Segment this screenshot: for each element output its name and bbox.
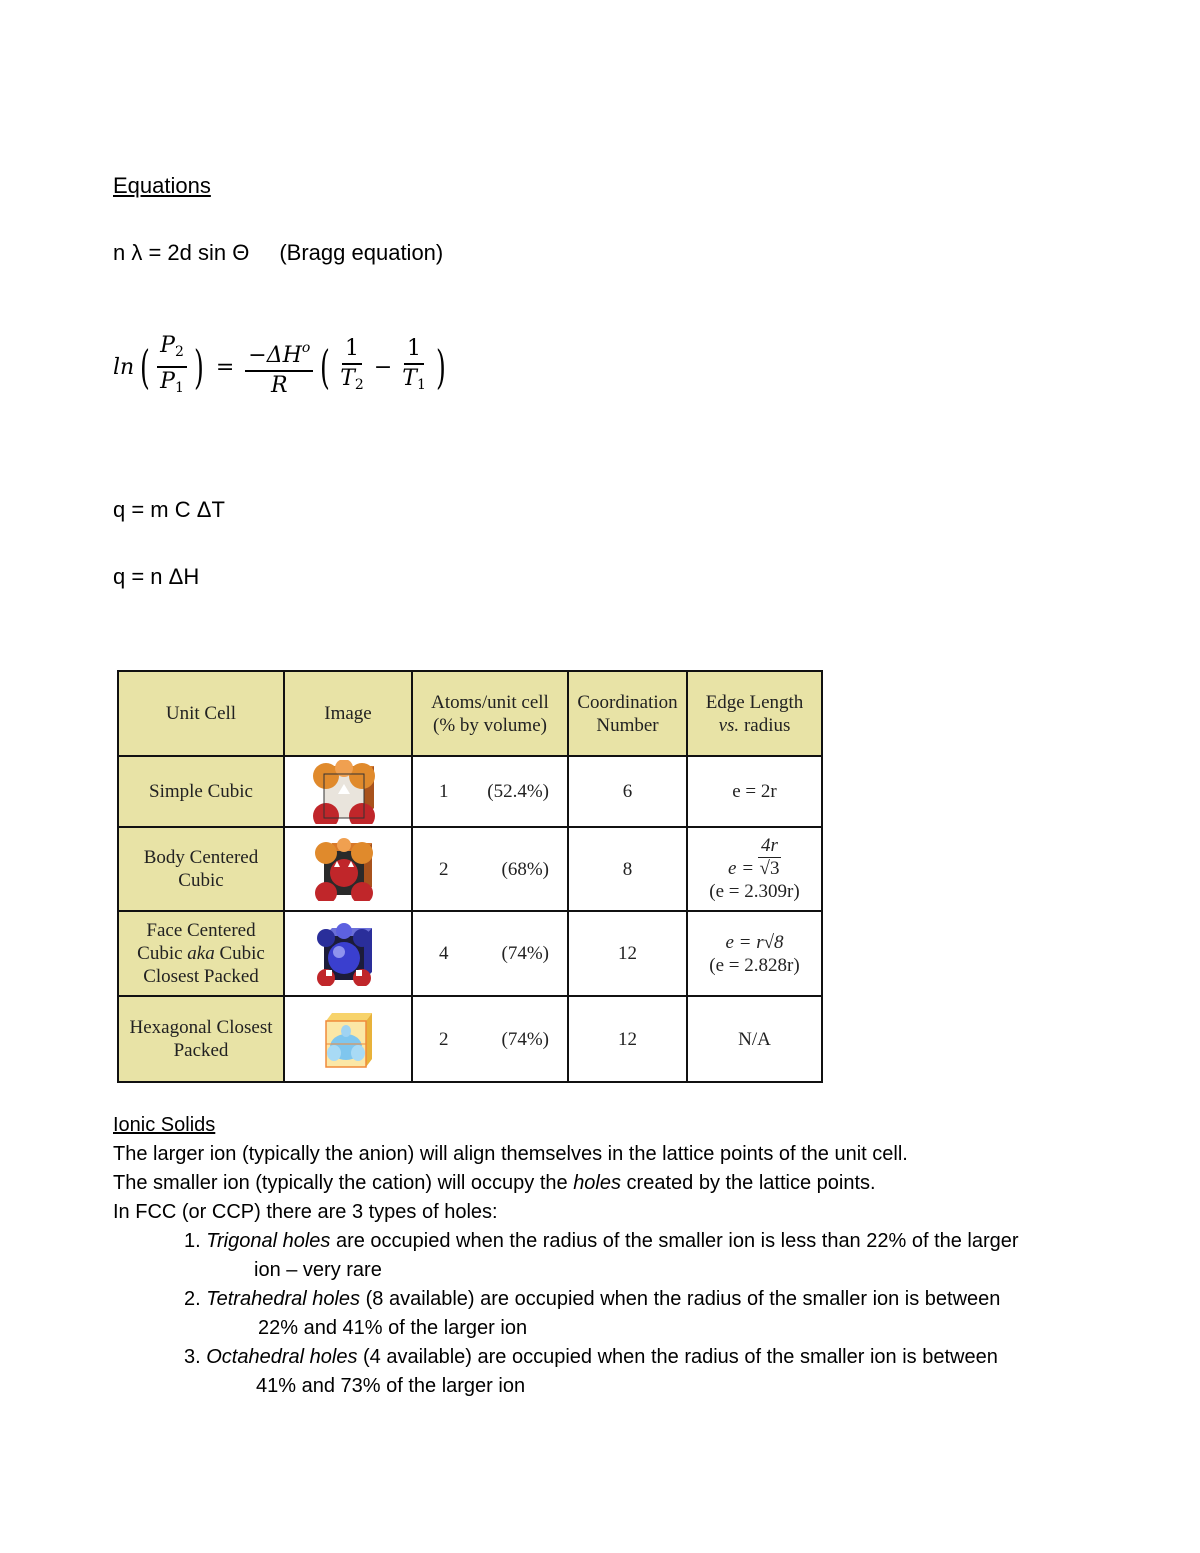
list-item: 1. Trigonal holes are occupied when the radius of the smaller ion is less than 22% of the larger <box>184 1230 1019 1252</box>
row-name: Simple Cubic <box>118 756 284 827</box>
list-item: 3. Octahedral holes (4 available) are occupied when the radius of the smaller ion is between <box>184 1346 998 1368</box>
inverse-t2: $\frac{1}{T_2}$ <box>340 336 364 393</box>
row-atoms: 2 (74%) <box>412 996 568 1082</box>
paren-close: ) <box>193 340 204 394</box>
row-image <box>284 911 412 996</box>
row-name: Body Centered Cubic <box>118 827 284 911</box>
row-edge: e = 2r <box>687 756 822 827</box>
paren-close-2: ) <box>435 340 446 394</box>
body-centered-cube-icon <box>308 837 388 901</box>
list-item-continuation: 22% and 41% of the larger ion <box>258 1317 528 1339</box>
row-coordination: 8 <box>568 827 687 911</box>
table-row <box>118 996 822 1082</box>
minus-sign: − <box>373 354 393 380</box>
ionic-solids-heading: Ionic Solids <box>113 1114 216 1136</box>
ionic-line-2: The smaller ion (typically the cation) will occupy the holes created by the lattice points. <box>113 1172 876 1194</box>
list-item-continuation: ion – very rare <box>254 1259 382 1281</box>
row-edge: e = r√8 (e = 2.828r) <box>687 911 822 996</box>
row-atoms: 1 (52.4%) <box>412 756 568 827</box>
hexagonal-closest-cube-icon <box>308 1007 388 1071</box>
row-image <box>284 996 412 1082</box>
ionic-line-1: The larger ion (typically the anion) will align themselves in the lattice points of the unit cell. <box>113 1143 908 1165</box>
row-atoms: 2 (68%) <box>412 827 568 911</box>
simple-cubic-cube-icon <box>308 760 388 824</box>
face-centered-cube-icon <box>308 922 388 986</box>
table-row <box>118 756 822 827</box>
list-item-continuation: 41% and 73% of the larger ion <box>256 1375 526 1397</box>
row-image <box>284 827 412 911</box>
header-image: Image <box>284 671 412 756</box>
unit-cell-table <box>117 670 823 1083</box>
paren-open: ( <box>140 340 151 394</box>
row-image <box>284 756 412 827</box>
row-edge: e = $\frac{4r}{√3}$ (e = 2.309r) <box>687 827 822 911</box>
enthalpy-equation: q = n ΔH <box>113 564 200 589</box>
heat-equation: q = m C ΔT <box>113 497 225 522</box>
row-name: Hexagonal Closest Packed <box>118 996 284 1082</box>
row-name: Face Centered Cubic aka Cubic Closest Packed <box>118 911 284 996</box>
equations-heading: Equations <box>113 173 211 198</box>
row-coordination: 12 <box>568 996 687 1082</box>
inverse-t1: $\frac{1}{T_1}$ <box>402 336 426 393</box>
table-row <box>118 827 822 911</box>
clausius-clapeyron-equation <box>113 333 450 401</box>
row-coordination: 6 <box>568 756 687 827</box>
bragg-note: (Bragg equation) <box>279 240 444 265</box>
paren-open-2: ( <box>320 340 331 394</box>
row-coordination: 12 <box>568 911 687 996</box>
ln-symbol: ln <box>113 354 135 380</box>
header-unit-cell: Unit Cell <box>118 671 284 756</box>
holes-list <box>184 1227 1019 1401</box>
row-edge: N/A <box>687 996 822 1082</box>
enthalpy-over-r: $\frac{-\Delta H^o}{R}$ <box>245 335 313 399</box>
header-edge-length: Edge Length vs. radius <box>687 671 822 756</box>
bragg-equation <box>113 240 443 266</box>
equals-sign: = <box>215 354 235 380</box>
ionic-line-3: In FCC (or CCP) there are 3 types of holes: <box>113 1201 498 1223</box>
table-header-row <box>118 671 822 756</box>
row-atoms: 4 (74%) <box>412 911 568 996</box>
table-row <box>118 911 822 996</box>
header-atoms: Atoms/unit cell (% by volume) <box>412 671 568 756</box>
pressure-ratio: $\frac{P_2}{P_1}$ <box>157 333 187 401</box>
bragg-formula: n λ = 2d sin Θ <box>113 240 250 265</box>
list-item: 2. Tetrahedral holes (8 available) are occupied when the radius of the smaller ion is between <box>184 1288 1001 1310</box>
header-coordination: Coordination Number <box>568 671 687 756</box>
ionic-solids-section <box>113 1111 1019 1401</box>
